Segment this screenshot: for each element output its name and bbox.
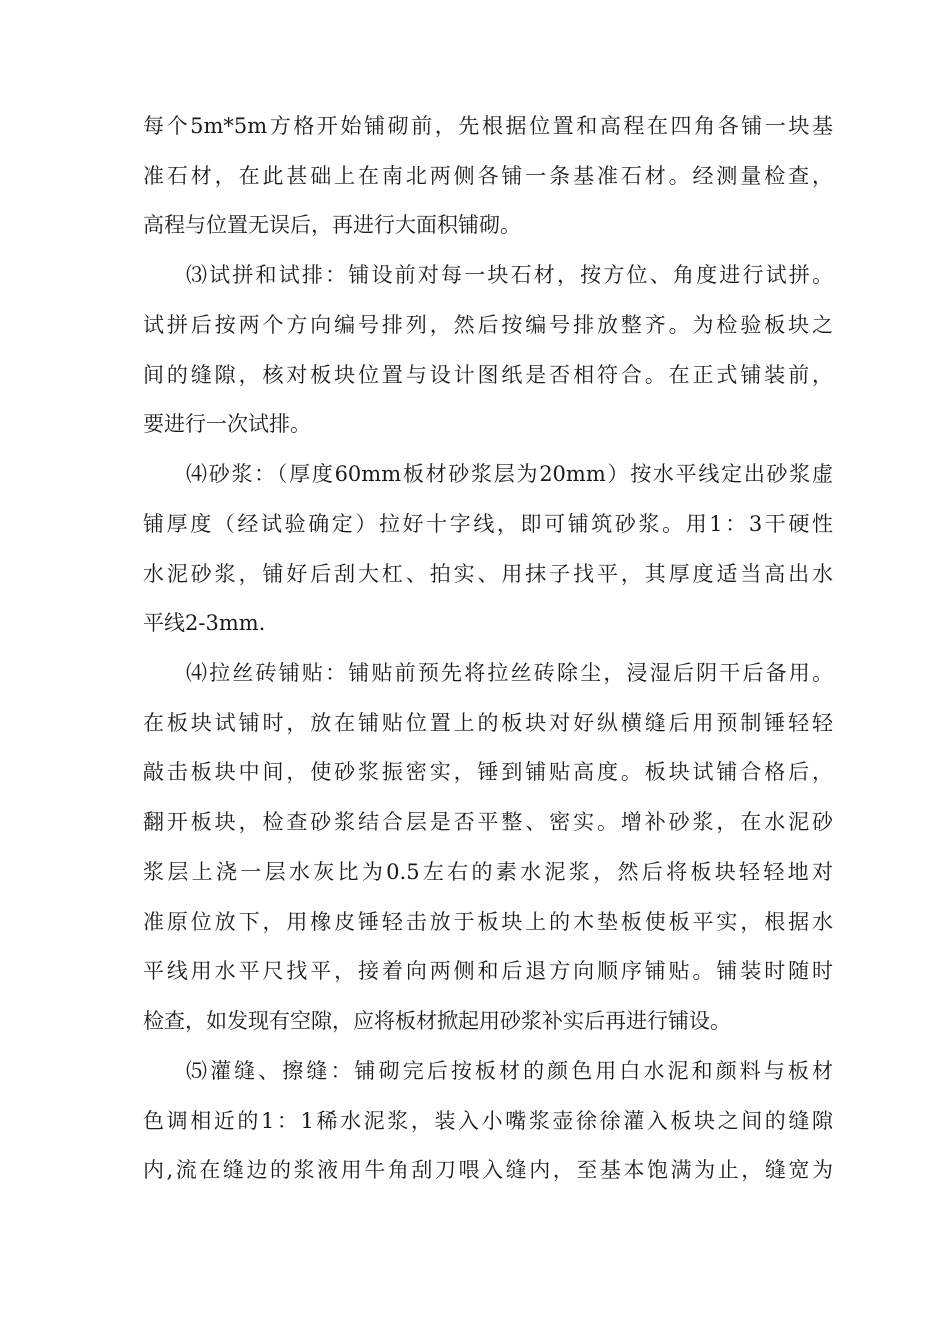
text-line: 准石材，在此甚础上在南北两侧各铺一条基准石材。经测量检查，: [143, 164, 833, 188]
text-line: 间的缝隙，核对板块位置与设计图纸是否相符合。在正式铺装前，: [143, 363, 833, 387]
text-line: 色调相近的1：1稀水泥浆，装入小嘴浆壶徐徐灌入板块之间的缝隙: [143, 1109, 833, 1133]
text-line: 铺厚度（经试验确定）拉好十字线，即可铺筑砂浆。用1：3干硬性: [143, 512, 833, 536]
text-line: 敲击板块中间，使砂浆振密实，锤到铺贴高度。板块试铺合格后，: [143, 760, 833, 784]
text-line: 平线2-3mm.: [143, 611, 266, 635]
text-line: ⑸灌缝、擦缝：铺砌完后按板材的颜色用白水泥和颜料与板材: [186, 1059, 833, 1083]
text-line: 浆层上浇一层水灰比为0.5左右的素水泥浆，然后将板块轻轻地对: [143, 860, 833, 884]
text-line: 在板块试铺时，放在铺贴位置上的板块对好纵横缝后用预制锤轻轻: [143, 711, 833, 735]
text-line: 检查，如发现有空隙，应将板材掀起用砂浆补实后再进行铺设。: [143, 1009, 731, 1033]
text-line: ⑷拉丝砖铺贴：铺贴前预先将拉丝砖除尘，浸湿后阴干后备用。: [186, 661, 833, 685]
text-line: 翻开板块，检查砂浆结合层是否平整、密实。增补砂浆，在水泥砂: [143, 810, 833, 834]
text-line: 水泥砂浆，铺好后刮大杠、拍实、用抹子找平，其厚度适当高出水: [143, 562, 833, 586]
text-line: 每个5m*5m方格开始铺砌前，先根据位置和高程在四角各铺一块基: [143, 114, 833, 138]
text-line: ⑶试拼和试排：铺设前对每一块石材，按方位、角度进行试拼。: [186, 263, 833, 287]
text-line: 要进行一次试排。: [143, 412, 311, 436]
text-line: 平线用水平尺找平，接着向两侧和后退方向顺序铺贴。铺装时随时: [143, 959, 833, 983]
text-line: ⑷砂浆：（厚度60mm板材砂浆层为20mm）按水平线定出砂浆虚: [186, 462, 833, 486]
text-line: 准原位放下，用橡皮锤轻击放于板块上的木垫板使板平实，根据水: [143, 910, 833, 934]
text-line: 试拼后按两个方向编号排列，然后按编号排放整齐。为检验板块之: [143, 313, 833, 337]
text-line: 内,流在缝边的浆液用牛角刮刀喂入缝内，至基本饱满为止，缝宽为: [143, 1158, 833, 1182]
text-line: 高程与位置无误后，再进行大面积铺砌。: [143, 213, 521, 237]
